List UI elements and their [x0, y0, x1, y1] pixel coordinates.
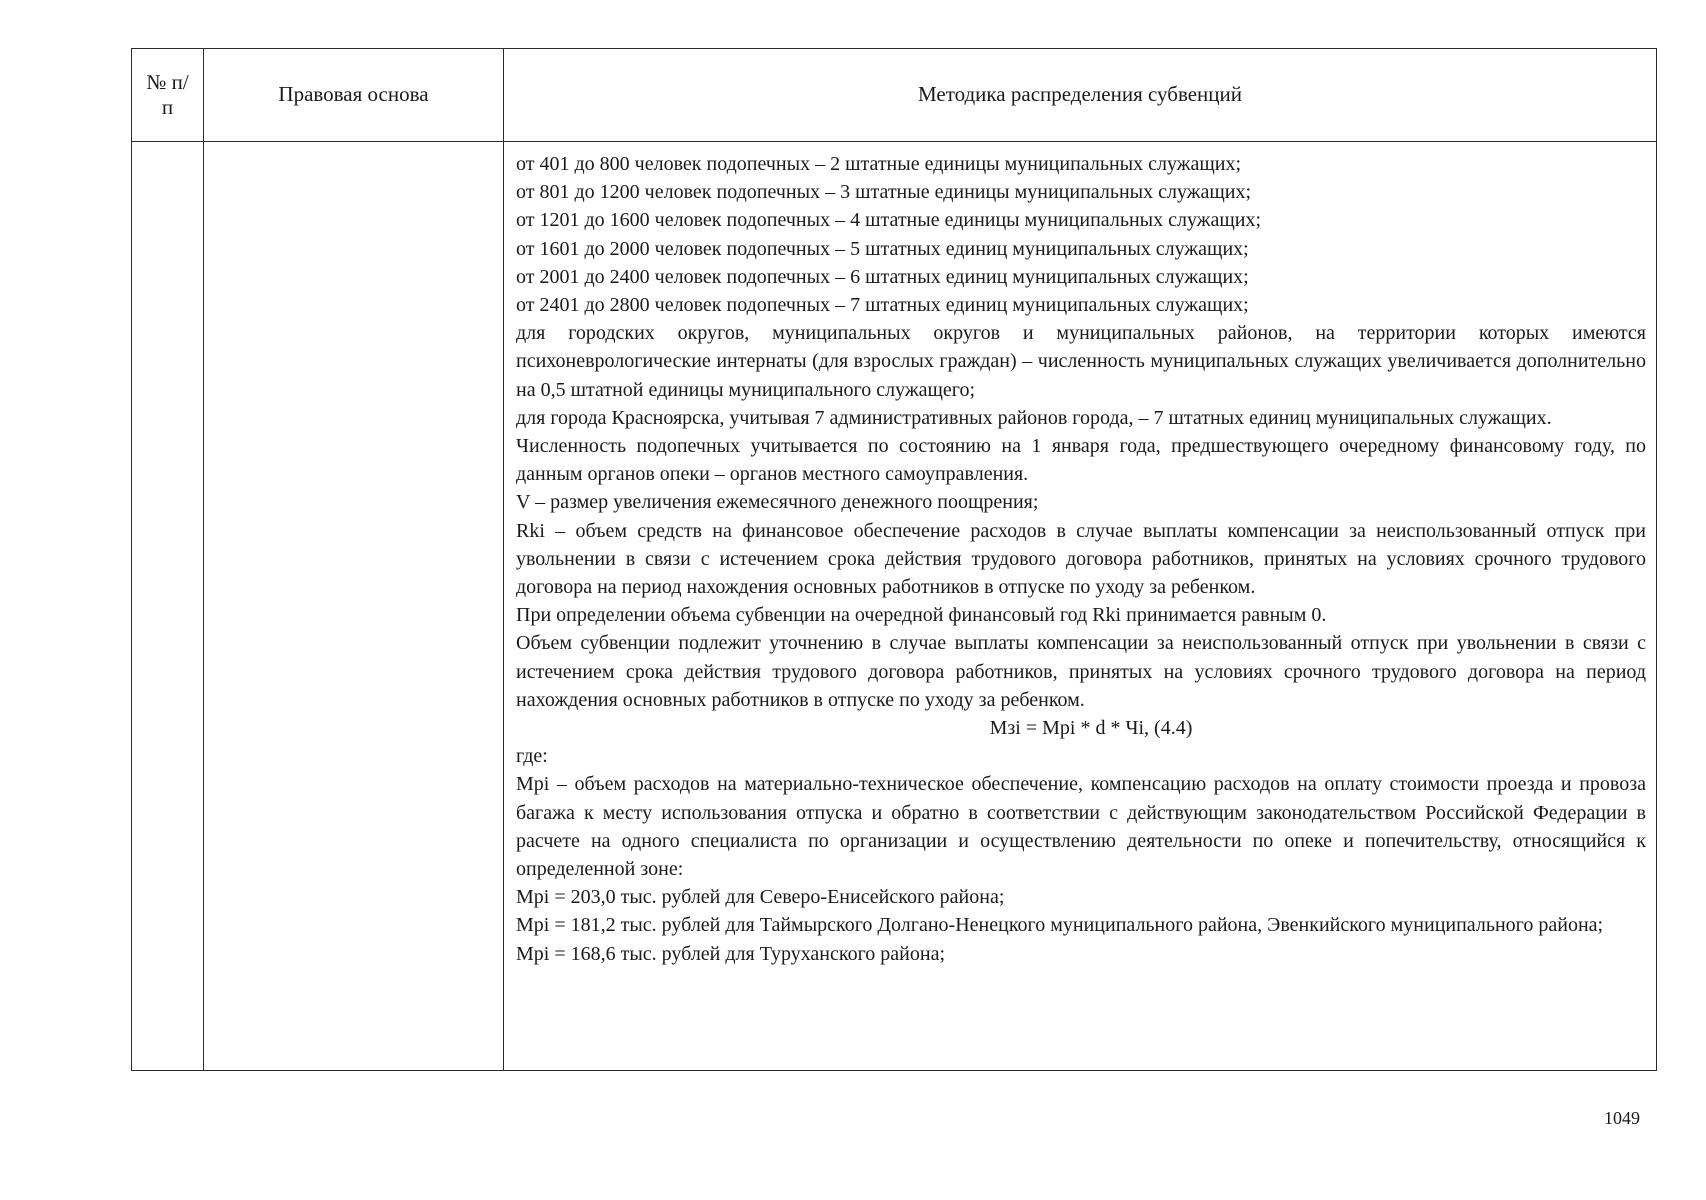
method-paragraph: для города Красноярска, учитывая 7 административных районов города, – 7 штатных единиц муниципальных служащих. [516, 406, 1552, 429]
method-paragraph: от 2401 до 2800 человек подопечных – 7 штатных единиц муниципальных служащих; [516, 294, 1249, 317]
method-paragraph: Численность подопечных учитывается по состоянию на 1 января года, предшествующего очередному финансовому году, по данным органов опеки – органов местного самоуправления. [516, 435, 1646, 486]
header-legal-basis: Правовая основа [204, 49, 504, 142]
method-paragraph: При определении объема субвенции на очередной финансовый год Rki принимается равным 0. [516, 604, 1327, 627]
page-number: 1049 [1604, 1108, 1640, 1128]
method-paragraph: Мрi = 181,2 тыс. рублей для Таймырского Долгано-Ненецкого муниципального района, Эвенкийского муниципального района; [516, 914, 1604, 937]
table-header-row [132, 49, 1657, 142]
cell-num [132, 142, 204, 1071]
formula-4-4: Мзi = Мрi * d * Чi, (4.4) [989, 717, 1193, 740]
header-num: № п/п [132, 49, 204, 142]
method-paragraph: Мрi = 203,0 тыс. рублей для Северо-Енисейского района; [516, 886, 1005, 909]
cell-method [504, 142, 1657, 1071]
method-paragraph: Мрi = 168,6 тыс. рублей для Туруханского района; [516, 942, 946, 965]
method-text [504, 142, 1656, 968]
method-paragraph: Объем субвенции подлежит уточнению в случае выплаты компенсации за неиспользованный отпуск при увольнении в связи с истечением срока действия трудового договора работников, принятых на условиях срочного трудового договора на период нахождения основных работников в отпуске по уходу за ребенком. [516, 632, 1646, 711]
method-paragraph: где: [516, 745, 548, 768]
method-paragraph: от 801 до 1200 человек подопечных – 3 штатные единицы муниципальных служащих; [516, 181, 1252, 204]
method-paragraph: от 1201 до 1600 человек подопечных – 4 штатные единицы муниципальных служащих; [516, 209, 1262, 232]
header-method: Методика распределения субвенций [504, 49, 1657, 142]
method-paragraph: V – размер увеличения ежемесячного денежного поощрения; [516, 491, 1039, 514]
method-paragraph: от 1601 до 2000 человек подопечных – 5 штатных единиц муниципальных служащих; [516, 237, 1249, 260]
table-row [132, 142, 1657, 1071]
method-paragraph: от 401 до 800 человек подопечных – 2 штатные единицы муниципальных служащих; [516, 153, 1242, 175]
method-paragraph: для городских округов, муниципальных округов и муниципальных районов, на территории которых имеются психоневрологические интернаты (для взрослых граждан) – численность муниципальных служащих увеличивается дополнительно на 0,5 штатной единицы муниципального служащего; [516, 322, 1646, 401]
subvention-method-table [131, 48, 1657, 1071]
method-paragraph: от 2001 до 2400 человек подопечных – 6 штатных единиц муниципальных служащих; [516, 265, 1249, 288]
method-paragraph: Rki – объем средств на финансовое обеспечение расходов в случае выплаты компенсации за неиспользованный отпуск при увольнении в связи с истечением срока действия трудового договора работников, принятых на условиях срочного трудового договора на период нахождения основных работников в отпуске по уходу за ребенком. [516, 519, 1646, 599]
method-paragraph: Мрi – объем расходов на материально-техническое обеспечение, компенсацию расходов на оплату стоимости проезда и провоза багажа к месту использования отпуска и обратно в соответствии с действующим законодательством Российской Федерации в расчете на одного специалиста по организации и осуществлению деятельности по опеке и попечительству, относящийся к определенной зоне: [516, 773, 1646, 881]
cell-legal-basis [204, 142, 504, 1071]
